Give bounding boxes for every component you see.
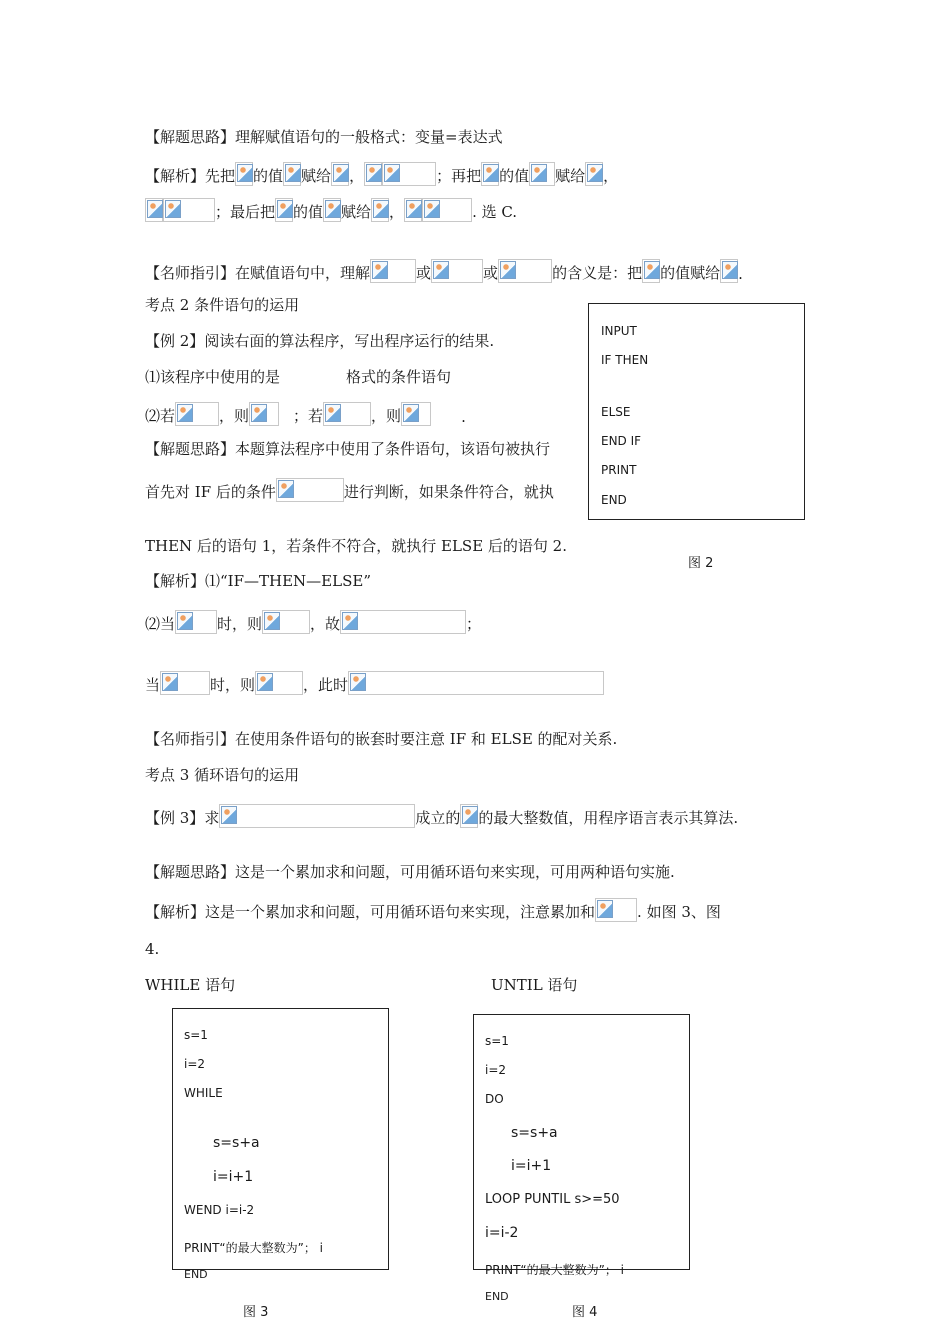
formula-image <box>460 804 478 828</box>
until-label: UNTIL 语句 <box>491 976 578 994</box>
solution-idea-2-cont: 首先对 IF 后的条件 进行判断，如果条件符合，就执 <box>145 472 554 502</box>
formula-image <box>720 259 738 283</box>
formula-image <box>529 162 555 186</box>
analysis-2: 【解析】⑴“IF—THEN—ELSE” <box>145 572 371 590</box>
formula-image <box>371 198 389 222</box>
formula-image <box>275 198 293 222</box>
formula-image <box>404 198 422 222</box>
formula-image <box>175 610 217 634</box>
formula-image <box>323 402 371 426</box>
formula-image <box>331 162 349 186</box>
formula-image <box>595 898 637 922</box>
formula-image <box>323 198 341 222</box>
formula-image <box>422 198 472 222</box>
code-line: END <box>485 1290 509 1303</box>
question-2: ⑵若 ，则 ；若 ，则 . <box>145 396 466 426</box>
code-line: WHILE <box>184 1086 223 1100</box>
figure-caption-3: 图 3 <box>243 1305 269 1320</box>
code-line: PRINT“的最大整数为”； i <box>184 1241 324 1255</box>
program-box-fig2 <box>588 303 805 520</box>
code-line: PRINT“的最大整数为”； i <box>485 1263 625 1277</box>
code-line: END <box>184 1268 208 1281</box>
formula-image <box>370 259 416 283</box>
analysis-2-line3: 当 时，则 ，此时 <box>145 665 604 695</box>
code-line: INPUT <box>601 324 637 338</box>
formula-image <box>160 671 210 695</box>
formula-image <box>364 162 382 186</box>
example-3: 【例 3】 求 成立的 的最大整数值，用程序语言表示其算法. <box>145 798 738 828</box>
code-line: END <box>601 493 627 507</box>
formula-image <box>382 162 436 186</box>
analysis-1-line1: 【解析】 先把 的值 赋给 ， ；再把 的值 赋给 ， <box>145 156 618 186</box>
code-line: s=s+a <box>213 1135 260 1151</box>
code-line: LOOP PUNTIL s>=50 <box>485 1192 620 1207</box>
formula-image <box>585 162 603 186</box>
formula-image <box>249 402 279 426</box>
formula-image <box>340 610 466 634</box>
section-heading-3: 考点 3 循环语句的运用 <box>145 766 300 784</box>
code-line: DO <box>485 1092 504 1106</box>
code-line: i=2 <box>485 1063 507 1077</box>
section-heading-2: 考点 2 条件语句的运用 <box>145 296 300 314</box>
code-line: i=i-2 <box>485 1225 519 1241</box>
code-line: s=1 <box>485 1034 509 1048</box>
formula-image <box>145 198 163 222</box>
solution-idea-1: 【解题思路】理解赋值语句的一般格式：变量=表达式 <box>145 128 503 146</box>
formula-image <box>348 671 604 695</box>
program-box-fig3 <box>172 1008 389 1281</box>
analysis-1-line2: ；最后把 的值 赋给 ， . 选 C. <box>145 192 517 222</box>
code-line: s=1 <box>184 1028 208 1042</box>
code-line: ELSE <box>601 405 631 419</box>
code-line: END IF <box>601 434 642 448</box>
solution-idea-3: 【解题思路】这是一个累加求和问题，可用循环语句来实现，可用两种语句实施. <box>145 863 675 881</box>
formula-image <box>219 804 415 828</box>
formula-image <box>401 402 431 426</box>
figure-caption-4: 图 4 <box>572 1305 598 1320</box>
analysis-2-line2: ⑵当 时，则 ，故 ； <box>145 604 481 634</box>
solution-idea-2-end: THEN 后的语句 1，若条件不符合，就执行 ELSE 后的语句 2. <box>145 537 567 555</box>
example-2: 【例 2】阅读右面的算法程序，写出程序运行的结果. <box>145 332 495 350</box>
code-line: WEND i=i-2 <box>184 1203 255 1217</box>
solution-idea-2: 【解题思路】本题算法程序中使用了条件语句，该语句被执行 <box>145 440 551 458</box>
analysis-3: 【解析】 这是一个累加求和问题，可用循环语句来实现，注意累加和 . 如图 3、图 <box>145 892 721 922</box>
code-line: PRINT <box>601 463 637 477</box>
formula-image <box>235 162 253 186</box>
teacher-tip-2: 【名师指引】在使用条件语句的嵌套时要注意 IF 和 ELSE 的配对关系. <box>145 730 618 748</box>
question-1: ⑴该程序中使用的是 格式的条件语句 <box>145 368 452 386</box>
figure-caption-2: 图 2 <box>688 556 714 571</box>
code-line: IF THEN <box>601 353 649 367</box>
formula-image <box>276 478 344 502</box>
code-line: s=s+a <box>511 1125 558 1141</box>
formula-image <box>498 259 552 283</box>
teacher-tip-1: 【名师指引】 在赋值语句中，理解 或 或 的含义是：把 的值赋给 . <box>145 253 743 283</box>
formula-image <box>175 402 219 426</box>
formula-image <box>283 162 301 186</box>
formula-image <box>431 259 483 283</box>
formula-image <box>163 198 215 222</box>
formula-image <box>255 671 303 695</box>
analysis-3-cont: 4. <box>145 940 160 958</box>
code-line: i=i+1 <box>213 1169 254 1185</box>
formula-image <box>642 259 660 283</box>
formula-image <box>262 610 310 634</box>
code-line: i=2 <box>184 1057 206 1071</box>
while-label: WHILE 语句 <box>145 976 236 994</box>
code-line: i=i+1 <box>511 1158 552 1174</box>
formula-image <box>481 162 499 186</box>
program-box-fig4 <box>473 1014 690 1303</box>
